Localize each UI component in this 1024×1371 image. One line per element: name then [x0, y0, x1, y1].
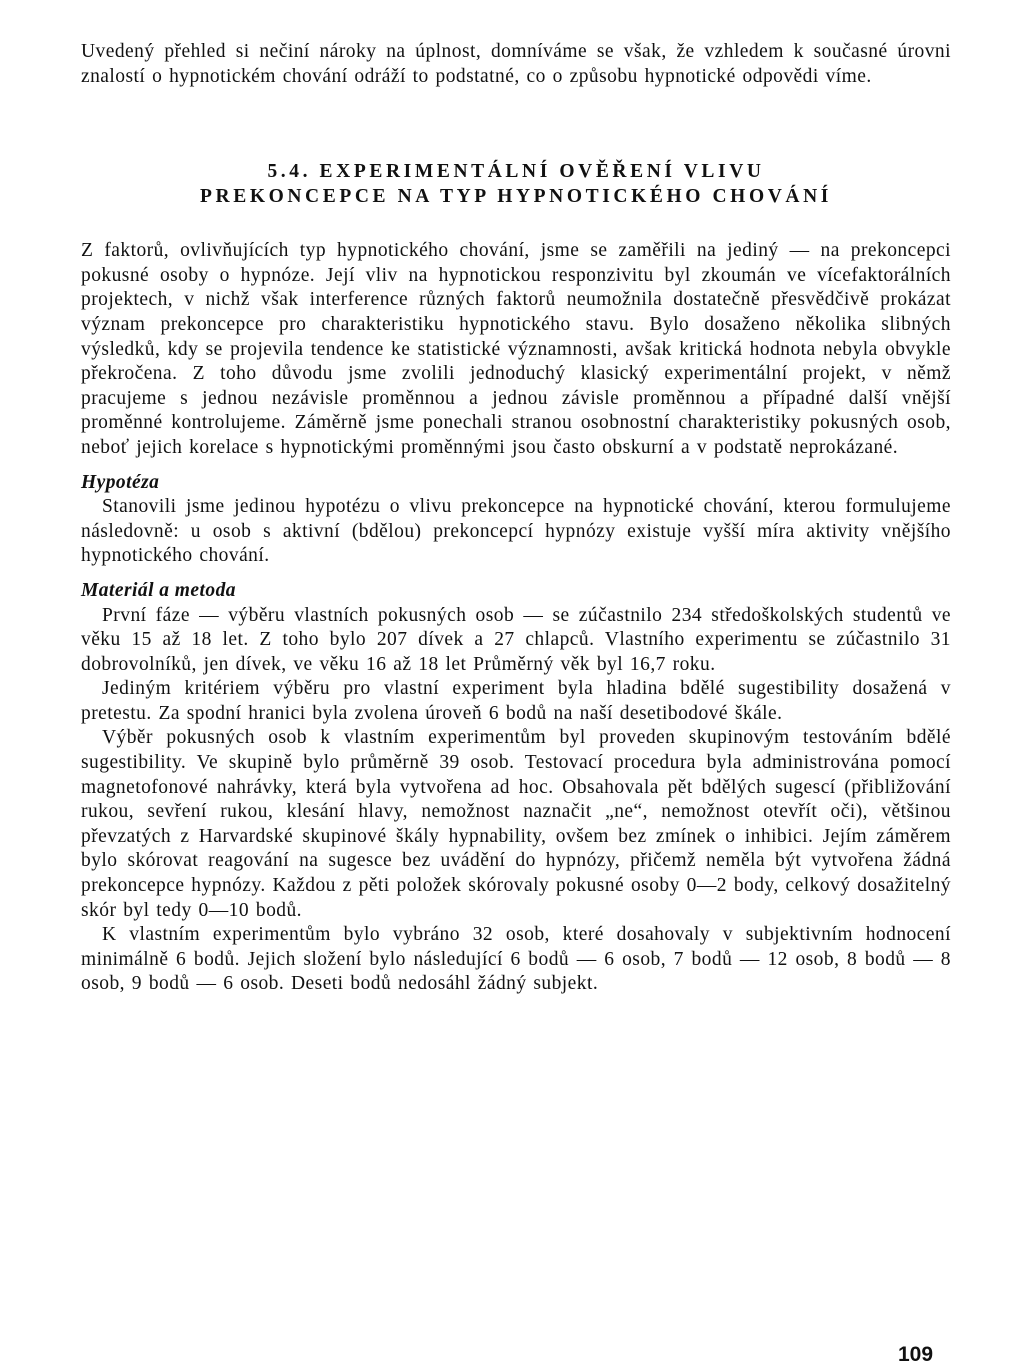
methods-paragraph-2: Jediným kritériem výběru pro vlastní experiment byla hladina bdělé sugestibility dosažená v pretestu. Za spodní hranici byla zvolena úroveň 6 bodů na naší desetibodové škále.: [81, 678, 951, 724]
page-number: 109: [898, 1343, 934, 1366]
methods-heading: Materiál a metoda: [81, 579, 236, 601]
methods-paragraph-1: První fáze — výběru vlastních pokusných osob — se zúčastnilo 234 středoškolských studentů ve věku 15 až 18 let. Z toho bylo 207 dívek a 27 chlapců. Vlastního experimentu se zúčastnilo 31 dobrovolníků, jen dívek, ve věku 16 až 18 let Průměrný věk byl 16,7 roku.: [81, 604, 951, 675]
section-paragraph-1: Z faktorů, ovlivňujících typ hypnotického chování, jsme se zaměřili na jediný — na prekoncepci pokusné osoby o hypnóze. Její vliv na hypnotickou responzivitu byl zkoumán ve vícefaktorálních projektech, v nichž však interference různých faktorů neumožnila dostatečně přesvědčivě prokázat význam prekoncepce pro charakteristiku hypnotického stavu. Bylo dosaženo několika slibných výsledků, kdy se projevila tendence ke statistické významnosti, avšak kritická hodnota nebyla obvykle překročena. Z toho důvodu jsme zvolili jednoduchý klasický experimentální projekt, v němž pracujeme s jednou nezávisle proměnnou a jednou závisle proměnnou a případné další vnější proměnné kontrolujeme. Záměrně jsme ponechali stranou osobnostní charakteristiky pokusných osob, neboť jejich korelace s hypnotickými proměnnými jsou často obskurní a v podstatě neprokázané.: [81, 240, 951, 458]
section-heading: [81, 159, 951, 209]
methods-paragraph-4: K vlastním experimentům bylo vybráno 32 osob, které dosahovaly v subjektivním hodnocení minimálně 6 bodů. Jejich složení bylo následující 6 bodů — 6 osob, 7 bodů — 12 osob, 8 bodů — 8 osob, 9 bodů — 6 osob. Deseti bodů nedosáhl žádný subjekt.: [81, 924, 951, 995]
book-page: [81, 40, 951, 997]
section-heading-line-2: PREKONCEPCE NA TYP HYPNOTICKÉHO CHOVÁNÍ: [200, 186, 832, 208]
intro-paragraph: Uvedený přehled si nečiní nároky na úplnost, domníváme se však, že vzhledem k současné úrovni znalostí o hypnotickém chování odráží to podstatné, co o způsobu hypnotické odpovědi víme.: [81, 41, 951, 87]
section-heading-line-1: 5.4. EXPERIMENTÁLNÍ OVĚŘENÍ VLIVU: [267, 161, 765, 183]
hypothesis-heading: Hypotéza: [81, 471, 160, 493]
methods-paragraph-3: Výběr pokusných osob k vlastním experimentům byl proveden skupinovým testováním bdělé sugestibility. Ve skupině bylo průměrně 39 osob. Testovací procedura byla administrována pomocí magnetofonové nahrávky, která byla vytvořena ad hoc. Obsahovala pět bdělých sugescí (přibližování rukou, sevření rukou, klesání hlavy, nemožnost naznačit „ne“, nemožnost otevřít oči), většinou převzatých z Harvardské skupinové škály hypnability, ovšem bez zmínek o inhibici. Jejím záměrem bylo skórovat reagování na sugesce bez uvádění do hypnózy, přičemž neměla být vytvořena žádná prekoncepce hypnózy. Každou z pěti položek skórovaly pokusné osoby 0—2 body, celkový dosažitelný skór byl tedy 0—10 bodů.: [81, 727, 951, 921]
section-body: [81, 239, 951, 997]
hypothesis-paragraph: Stanovili jsme jedinou hypotézu o vlivu prekoncepce na hypnotické chování, kterou formulujeme následovně: u osob s aktivní (bdělou) prekoncepcí hypnózy existuje vyšší míra aktivity vnějšího hypnotického chování.: [81, 496, 951, 567]
